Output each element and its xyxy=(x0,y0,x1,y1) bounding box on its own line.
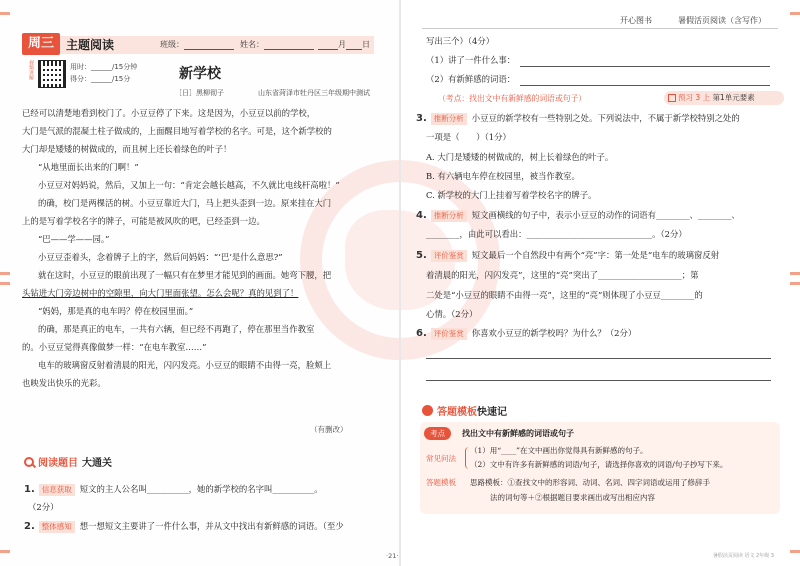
answer-line[interactable] xyxy=(426,358,771,359)
article-line: 大门是气派的混凝土柱子做成的，上面醒目地写着学校的名字。可是，这个新学校的 xyxy=(22,126,332,136)
margin-marker xyxy=(0,550,10,553)
q-tag: 信息获取 xyxy=(39,484,75,496)
q2-sub2 xyxy=(426,72,515,86)
q5-text2: 着清晨的阳光，闪闪发亮”，这里的“亮”突出了____________________；第 xyxy=(426,270,699,280)
book-title: 暑假活页阅读（含写作） xyxy=(678,16,766,25)
q2-continued: 写出三个）（4分） xyxy=(426,36,495,46)
common-1: （1）用“____”在文中画出你觉得具有新鲜感的句子。 xyxy=(470,446,648,455)
q5-text4: 心情。（2分） xyxy=(426,309,478,319)
article-line: “从地里面长出来的门啊！” xyxy=(38,162,139,172)
header-rule xyxy=(422,28,778,29)
q-number: 3. xyxy=(416,113,427,124)
margin-marker xyxy=(0,12,10,15)
q2-sub1-text: （1）讲了一件什么事： xyxy=(426,55,516,65)
exam-point-hint: （考点：找出文中有新鲜感的词语或句子） xyxy=(438,94,587,103)
score-field: 得分：______/15分 xyxy=(70,75,131,83)
margin-marker xyxy=(0,272,10,275)
template-label: 答题模板 xyxy=(426,478,456,487)
exam-point-tag: 考点 xyxy=(424,427,451,440)
common-label: 常见问法 xyxy=(426,454,456,463)
question-2 xyxy=(24,519,344,534)
article-line: 上的是写着学校名字的牌子，可能是被风吹的吧，已经歪到一边。 xyxy=(22,216,265,226)
page-number: ·21· xyxy=(386,552,399,560)
article-line: 就在这时，小豆豆的眼前出现了一幅只有在梦里才能见到的画面。她弯下腰，把 xyxy=(38,270,332,280)
template-header xyxy=(422,403,507,418)
q-number: 4. xyxy=(416,210,427,221)
q-tag: 评价鉴赏 xyxy=(431,328,467,340)
q-text: 短文画横线的句子中，表示小豆豆的动作的词语有________、________、 xyxy=(471,210,740,220)
q-text: 你喜欢小豆豆的新学校吗？为什么？（2分） xyxy=(471,328,637,338)
week-tag: 周三 xyxy=(22,33,60,55)
article-line: 也映发出快乐的光彩。 xyxy=(22,378,106,388)
article-line: 小豆豆对妈妈说，然后，又加上一句：“肯定会越长越高，不久就比电线杆高啦！” xyxy=(38,180,340,190)
template-line-1: 思路模板：①查找文中的形容词、动词、名词、四字词语或运用了修辞手 xyxy=(470,478,710,487)
question-6 xyxy=(416,326,636,341)
article-line: “巴——学——园。” xyxy=(38,234,110,244)
q2-sub2-text: （2）有新鲜感的词语： xyxy=(426,74,516,84)
q-number: 1. xyxy=(24,484,35,495)
template-line-2: 法的词句等＋②根据题目要求画出或写出相应内容 xyxy=(490,493,655,502)
q3-text2: 一项是（ ）（1分） xyxy=(426,132,511,142)
article-line: 的确，那是真正的电车，一共有六辆，但已经不再跑了，停在那里当作教室 xyxy=(38,324,315,334)
q-number: 5. xyxy=(416,250,427,261)
margin-marker xyxy=(790,550,800,553)
option-a[interactable]: A. 大门是矮矮的树做成的，树上长着绿色的叶子。 xyxy=(426,152,614,162)
margin-marker xyxy=(790,282,800,285)
article-line: 电车的玻璃窗反射着清晨的阳光，闪闪发亮。小豆豆的眼睛不由得一亮，脸颊上 xyxy=(38,360,332,370)
qr-caption: 视频讲解 xyxy=(28,60,34,80)
question-4 xyxy=(416,208,740,223)
questions-header-b: 大通关 xyxy=(82,458,112,469)
q-text: 想一想短文主要讲了一件什么事，并从文中找出有新鲜感的词语。（至少 xyxy=(79,521,344,531)
name-field xyxy=(240,36,314,54)
questions-header xyxy=(24,454,112,469)
deleted-note: （有删改） xyxy=(310,425,348,434)
answer-line[interactable] xyxy=(520,66,770,67)
section-title: 主题阅读 xyxy=(66,38,115,52)
article-line: 大门却是矮矮的树做成的，而且树上还长着绿色的叶子！ xyxy=(22,144,232,154)
article-line: 的。小豆豆觉得真像做梦一样：“在电车教室……” xyxy=(22,342,207,352)
unit-element: 第1单元要素 xyxy=(712,93,755,102)
common-2: （2）文中有许多有新鲜感的词语/句子，请选择你喜欢的词语/句子抄写下来。 xyxy=(470,460,728,469)
brand-name: 开心图书 xyxy=(620,16,652,25)
magnifier-icon xyxy=(24,457,34,467)
question-5 xyxy=(416,248,719,263)
q-tag: 评价鉴赏 xyxy=(431,250,467,262)
q5-text3: 二处是“小豆豆的眼睛不由得一亮”，这里的“亮”则体现了小豆豆________的 xyxy=(426,290,703,300)
template-title-b: 快速记 xyxy=(477,407,507,418)
unit-pill xyxy=(664,91,784,105)
article-title: 新学校 xyxy=(179,66,221,82)
question-1 xyxy=(24,482,323,497)
q-tag: 整体感知 xyxy=(39,521,75,533)
q-number: 6. xyxy=(416,328,427,339)
name-label: 姓名： xyxy=(240,40,264,49)
q1-score: （2分） xyxy=(28,502,59,512)
template-title-a: 答题模板 xyxy=(437,407,477,418)
unit-label: 预习 3 上 xyxy=(678,93,711,102)
margin-marker xyxy=(0,282,10,285)
article-line: 小豆豆歪着头，念着牌子上的字，然后问妈妈：“‘巴’是什么意思?” xyxy=(38,252,283,262)
option-c[interactable]: C. 新学校的大门上挂着写着学校名字的牌子。 xyxy=(426,190,597,200)
class-field xyxy=(160,36,234,54)
option-b[interactable]: B. 有六辆电车停在校园里，被当作教室。 xyxy=(426,171,580,181)
day-label: 日 xyxy=(362,40,370,49)
right-page xyxy=(400,0,800,566)
article-line-underlined: 头钻进大门旁边树中的空隙里，向大门里面张望。怎么会呢？真的见到了！ xyxy=(22,288,299,298)
q-tag: 推断分析 xyxy=(431,210,467,222)
article-source: 山东省菏泽市牡丹区三年级期中测试 xyxy=(258,89,370,97)
q-tag: 推断分析 xyxy=(431,113,467,125)
bulb-icon xyxy=(422,405,433,416)
q-number: 2. xyxy=(24,521,35,532)
answer-line[interactable] xyxy=(520,85,770,86)
article-line: 的确，校门是两棵活的树。小豆豆靠近大门，马上把头歪到一边。原来挂在大门 xyxy=(38,198,332,208)
date-field xyxy=(318,36,370,54)
answer-line[interactable] xyxy=(426,380,771,381)
month-label: 月 xyxy=(338,40,346,49)
article-line: “妈妈，那是真的电车吗？停在校园里面。” xyxy=(38,306,194,316)
q-text: 短文的主人公名叫__________，她的新学校的名字叫__________。 xyxy=(79,484,323,494)
q-text: 小豆豆的新学校有一些特别之处。下列说法中，不属于新学校特别之处的 xyxy=(471,113,740,123)
time-used: 用时：______/15分钟 xyxy=(70,63,138,71)
article-author: ［日］黑柳彻子 xyxy=(175,89,224,97)
book-icon xyxy=(668,94,676,102)
questions-header-a: 阅读题目 xyxy=(38,458,78,469)
article-line: 已经可以清楚地看到校门了。小豆豆停了下来。这是因为，小豆豆以前的学校， xyxy=(22,108,316,118)
class-label: 班级： xyxy=(160,40,184,49)
margin-marker xyxy=(790,12,800,15)
question-3 xyxy=(416,111,740,126)
margin-marker xyxy=(790,272,800,275)
q2-sub1 xyxy=(426,53,515,67)
q-text: 短文最后一个自然段中有两个“亮”字：第一处是“电车的玻璃窗反射 xyxy=(471,250,720,260)
q4-text2: ________，由此可以看出：______________________________。（2分） xyxy=(426,229,687,239)
footer-label: 暑假活页阅读 语文 2年级 3 xyxy=(712,553,774,559)
exam-point-text: 找出文中有新鲜感的词语或句子 xyxy=(462,429,574,438)
